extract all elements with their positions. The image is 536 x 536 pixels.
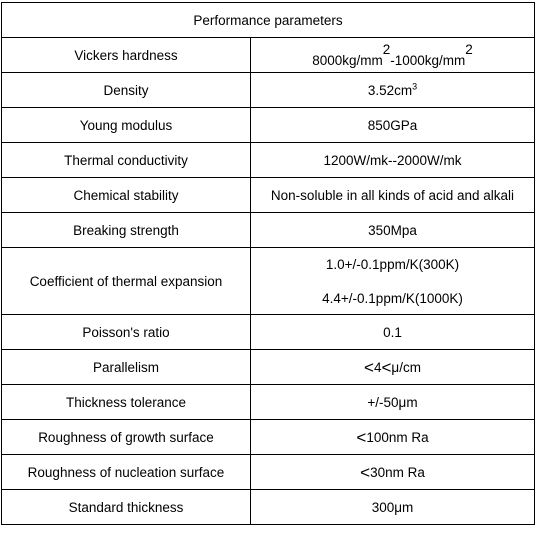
less-than-symbol: < — [360, 463, 371, 482]
row-label: Parallelism — [2, 350, 251, 385]
less-than-symbol: < — [364, 358, 374, 377]
row-label: Thickness tolerance — [2, 385, 251, 420]
row-value: 850GPa — [251, 108, 535, 143]
row-value: 0.1 — [251, 315, 535, 350]
table-row — [2, 108, 535, 143]
row-value: 1200W/mk--2000W/mk — [251, 143, 535, 178]
table-row — [2, 213, 535, 248]
performance-parameters-table — [1, 2, 535, 525]
table-row — [2, 350, 535, 385]
table-row — [2, 178, 535, 213]
row-value: 300μm — [251, 490, 535, 525]
row-value: Non-soluble in all kinds of acid and alkali — [251, 178, 535, 213]
row-value: +/-50μm — [251, 385, 535, 420]
table-row — [2, 490, 535, 525]
row-value: <100nm Ra — [251, 420, 535, 455]
table-title-row — [2, 3, 535, 38]
table-row — [2, 455, 535, 490]
table-row — [2, 420, 535, 455]
row-label: Breaking strength — [2, 213, 251, 248]
row-label: Young modulus — [2, 108, 251, 143]
cte-value-1000k: 4.4+/-0.1ppm/K(1000K) — [322, 290, 463, 306]
table-row — [2, 315, 535, 350]
row-label: Vickers hardness — [2, 38, 251, 73]
table-row — [2, 73, 535, 108]
row-label: Poisson's ratio — [2, 315, 251, 350]
row-value: <4<μ/cm — [251, 350, 535, 385]
table-row — [2, 248, 535, 315]
row-label: Coefficient of thermal expansion — [2, 248, 251, 315]
row-value — [251, 248, 535, 315]
table-row — [2, 385, 535, 420]
row-label: Thermal conductivity — [2, 143, 251, 178]
less-than-symbol: < — [356, 428, 367, 447]
less-than-symbol: < — [381, 358, 392, 377]
row-value: $3.52cm^3$ — [251, 73, 535, 108]
row-value: <30nm Ra — [251, 455, 535, 490]
row-value: 350Mpa — [251, 213, 535, 248]
row-label: Standard thickness — [2, 490, 251, 525]
vickers-hardness-value: $8000kg/mm^2-1000kg/mm^2$ — [312, 41, 473, 68]
row-label: Roughness of nucleation surface — [2, 455, 251, 490]
cte-value-300k: 1.0+/-0.1ppm/K(300K) — [325, 256, 460, 272]
table-row — [2, 143, 535, 178]
row-label: Chemical stability — [2, 178, 251, 213]
table-row — [2, 38, 535, 73]
row-label: Density — [2, 73, 251, 108]
row-label: Roughness of growth surface — [2, 420, 251, 455]
row-value — [251, 38, 535, 73]
table-title: Performance parameters — [2, 3, 535, 38]
